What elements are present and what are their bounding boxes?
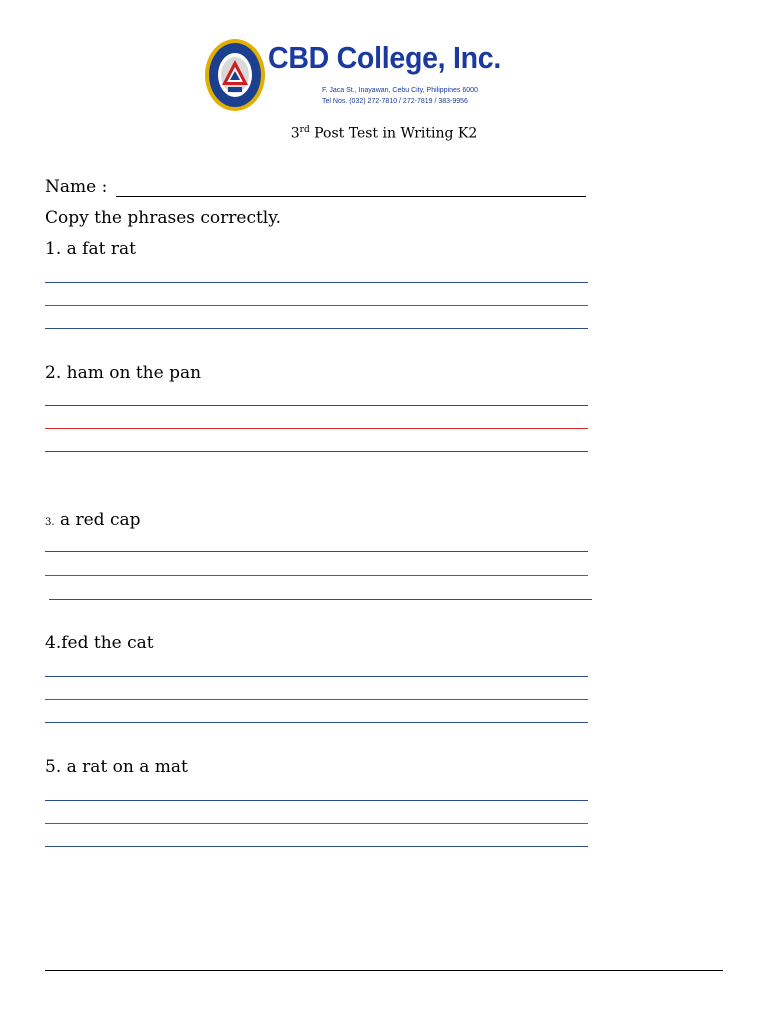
writing-line-top[interactable]	[45, 800, 588, 801]
writing-line-top[interactable]	[45, 282, 588, 283]
writing-line-top[interactable]	[45, 405, 588, 406]
writing-line-middle[interactable]	[45, 428, 588, 429]
writing-line-middle[interactable]	[45, 575, 588, 576]
college-name: CBD College, Inc.	[268, 40, 502, 75]
college-seal-icon	[204, 38, 266, 112]
writing-line-middle[interactable]	[45, 823, 588, 824]
name-label: Name :	[45, 177, 108, 197]
item-2: 2. ham on the pan	[45, 363, 202, 383]
writing-line-top[interactable]	[45, 676, 588, 677]
writing-line-bottom[interactable]	[45, 328, 588, 329]
writing-line-bottom[interactable]	[45, 451, 588, 452]
footer-rule	[45, 970, 723, 971]
writing-line-middle[interactable]	[45, 699, 588, 700]
writing-line-bottom[interactable]	[45, 846, 588, 847]
writing-line-middle[interactable]	[45, 305, 588, 306]
writing-line-bottom[interactable]	[45, 722, 588, 723]
instruction: Copy the phrases correctly.	[45, 208, 281, 228]
college-address: F. Jaca St., Inayawan, Cebu City, Philippines 6000	[322, 87, 478, 94]
item-3: 3. a red cap	[45, 510, 141, 530]
test-title: 3rd Post Test in Writing K2	[290, 125, 478, 142]
item-5: 5. a rat on a mat	[45, 757, 188, 777]
item-4: 4.fed the cat	[45, 633, 154, 653]
item-1: 1. a fat rat	[45, 239, 136, 259]
name-line[interactable]	[116, 196, 586, 197]
writing-line-bottom[interactable]	[49, 599, 592, 600]
college-telephone: Tel Nos. (032) 272-7810 / 272-7819 / 383-9956	[322, 98, 468, 105]
writing-line-top[interactable]	[45, 551, 588, 552]
